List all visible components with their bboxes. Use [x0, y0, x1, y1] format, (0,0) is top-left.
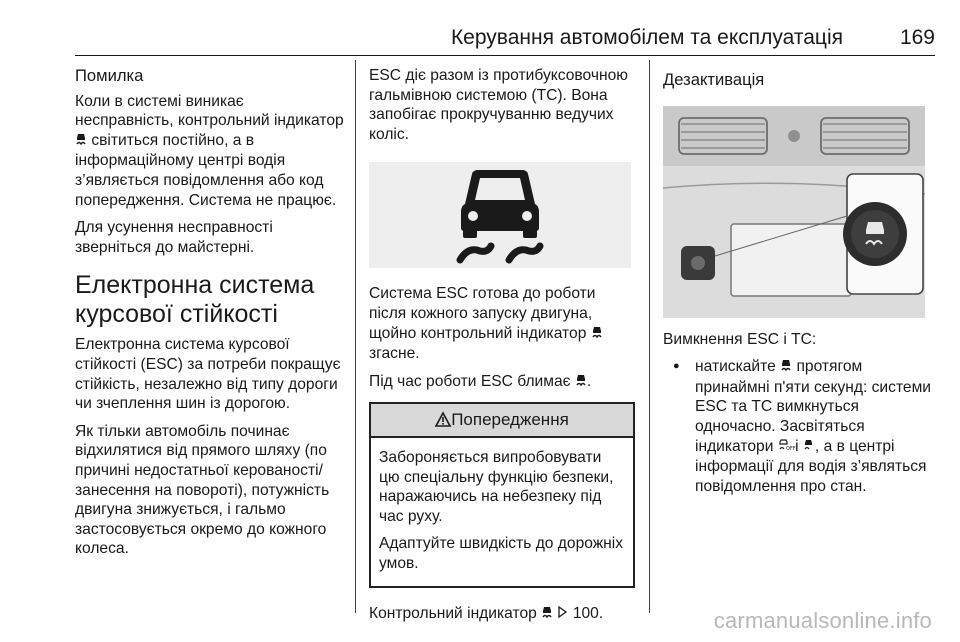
column-divider — [355, 60, 356, 613]
column-right — [663, 66, 933, 496]
tc-off-icon — [778, 438, 796, 458]
page-reference-icon[interactable] — [557, 605, 568, 625]
paragraph — [369, 604, 635, 625]
text: Контрольний індикатор — [369, 604, 537, 622]
text: 100. — [572, 604, 604, 622]
paragraph — [75, 92, 345, 211]
warning-triangle-icon — [435, 412, 451, 427]
column-middle — [369, 66, 635, 632]
warning-box — [369, 402, 635, 587]
dashboard-photo — [663, 106, 925, 318]
warning-body — [371, 438, 633, 586]
paragraph: ESC діє разом із протибуксовочною гальмівною системою (TC). Вона запобігає прокручуванню ведучих коліс. — [369, 67, 628, 143]
esc-skid-car-icon — [575, 373, 587, 393]
text: . — [586, 372, 592, 390]
esc-skid-car-icon — [75, 132, 87, 152]
esc-off-icon — [803, 438, 815, 458]
esc-skid-car-icon — [591, 325, 603, 345]
text: Система ESC готова до роботи після кожного запуску двигуна, щойно контрольний індикатор — [369, 285, 596, 342]
paragraph — [369, 284, 635, 363]
page-number: 169 — [899, 26, 935, 49]
esc-skid-car-icon — [780, 358, 792, 378]
text: світиться постійно, а в інформаційному центрі водія з’являється повідомлення або код попередження. Система не працює. — [75, 131, 337, 209]
warning-title: Попередження — [451, 410, 569, 430]
esc-symbol-figure — [369, 162, 631, 268]
paragraph — [369, 372, 635, 393]
header-rule — [75, 55, 935, 56]
list-item — [663, 357, 933, 496]
figure-caption: Вимкнення ESC і TC: — [663, 330, 817, 348]
esc-skid-car-icon — [369, 162, 631, 268]
column-left — [75, 66, 345, 567]
svg-text:OFF: OFF — [785, 445, 796, 452]
paragraph: Адаптуйте швидкість до дорожніх умов. — [379, 535, 624, 572]
instruction-list — [663, 357, 933, 496]
heading-error: Помилка — [75, 66, 144, 85]
text: Під час роботи ESC блимає — [369, 372, 571, 390]
heading-deactivation: Дезактивація — [663, 70, 765, 89]
paragraph: Як тільки автомобіль починає відхилятися від прямого шляху (по причині недостатньої керованості/занесення на повороті), потужність двигуна знижується, і гальмо застосовується окремо до кожного колеса. — [75, 422, 330, 558]
center-console-illustration — [663, 106, 925, 318]
text: натискайте — [695, 358, 776, 376]
esc-skid-car-icon — [541, 605, 553, 625]
text: і — [795, 437, 799, 455]
heading-esc: Електронна система курсової стійкості — [75, 271, 315, 329]
text: , а в центрі інформації для водія з’являться повідомлення про стан. — [695, 437, 927, 495]
text: згасне. — [369, 345, 420, 363]
paragraph: Для усунення несправності зверніться до майстерні. — [75, 219, 273, 256]
header-title: Керування автомобілем та експлуатація — [450, 26, 843, 49]
text: протягом принаймні п'яти секунд: системи ESC та TC вимкнуться одночасно. Засвітяться індикатори — [695, 358, 932, 455]
text: Коли в системі виникає несправність, контрольний індикатор — [75, 92, 344, 130]
watermark: carmanualsonline.info — [713, 608, 932, 633]
warning-header — [371, 404, 633, 438]
paragraph: Забороняється випробовувати цю спеціальну функцію безпеки, наражаючись на небезпеку під час руху. — [379, 448, 614, 525]
paragraph: Електронна система курсової стійкості (ESC) за потреби покращує стійкість, незалежно від типу дороги чи зчеплення шин із дорогою. — [75, 336, 341, 413]
column-divider — [649, 60, 650, 613]
page-header — [75, 22, 935, 56]
